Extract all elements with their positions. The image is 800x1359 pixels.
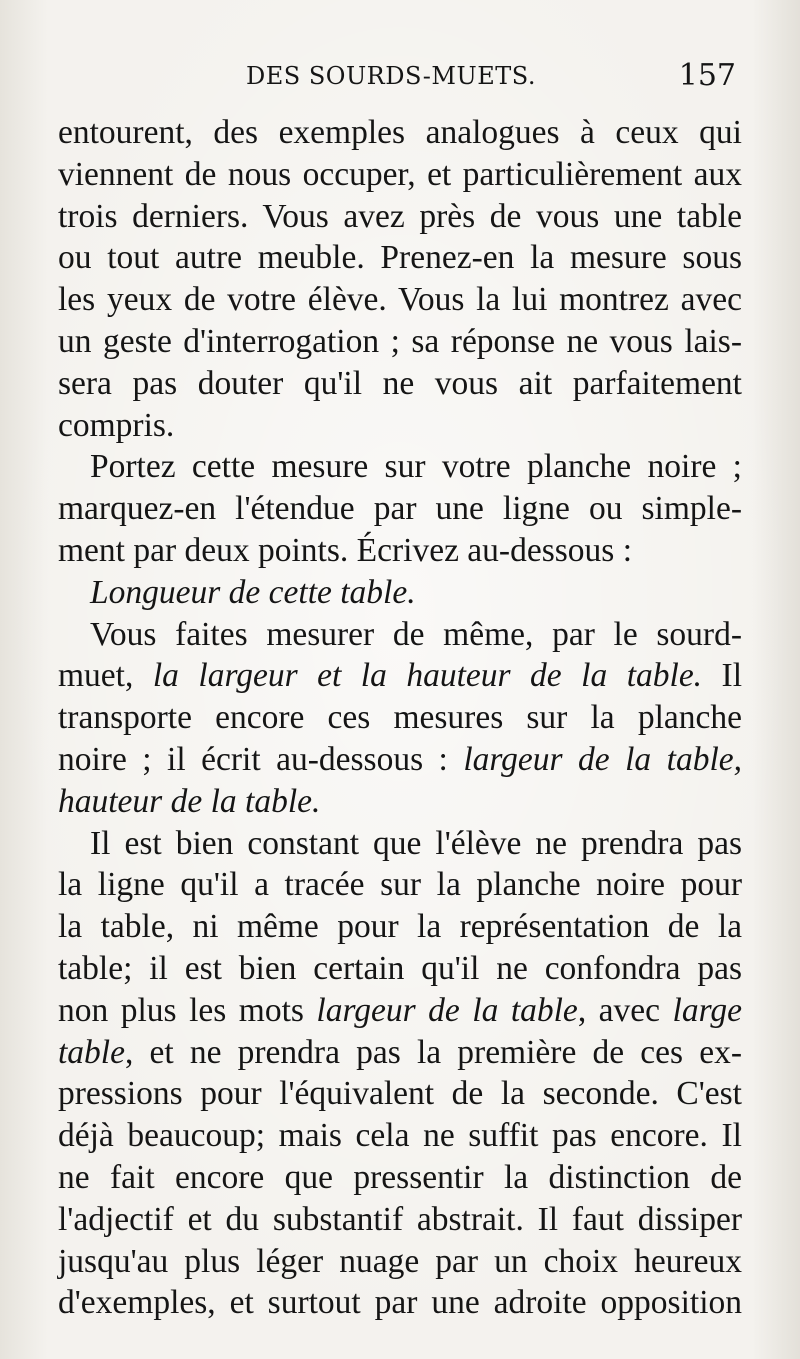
text-line: la ligne qu'il a tracée sur la planche noire pour [58,866,742,904]
text-line: ou tout autre meuble. Prenez-en la mesure sous [58,239,742,277]
italic-segment: large [672,991,743,1029]
text-line [58,990,742,1032]
text-line [58,739,742,781]
text-line: entourent, des exemples analogues à ceux qui [58,114,742,151]
italic-segment: table [58,1033,125,1071]
body-text [58,112,742,1324]
text-line: trois derniers. Vous avez près de vous une table [58,197,742,235]
text-line: viennent de nous occuper, et particulièrement aux [58,155,742,193]
example-line: hauteur de la table. [58,782,321,820]
text-line: table; il est bien certain qu'il ne confondra pas [58,949,742,987]
page-number: 157 [678,58,736,93]
text-segment: Il [702,657,743,695]
example-line: Longueur de cette table. [90,573,416,611]
text-segment: muet, [58,657,153,695]
text-line: ne fait encore que pressentir la distinction de [58,1158,742,1196]
text-line: transporte encore ces mesures sur la planche [58,699,742,737]
text-line: un geste d'interrogation ; sa réponse ne vous lais- [58,322,742,360]
text-segment: , avec [577,991,673,1029]
text-line: Vous faites mesurer de même, par le sourd- [90,615,742,653]
text-line: Il est bien constant que l'élève ne prendra pas [90,824,742,862]
text-line: Portez cette mesure sur votre planche noire ; [90,448,742,486]
text-segment: noire ; il écrit au-dessous : [58,740,464,778]
italic-segment: largeur de la table, [463,740,742,778]
text-line [58,1032,742,1074]
italic-segment: largeur de la table [316,991,578,1029]
running-title: DES SOURDS-MUETS. [246,62,536,90]
italic-segment: la largeur et la hauteur de la table. [152,657,703,695]
text-line: sera pas douter qu'il ne vous ait parfaitement [58,364,742,402]
text-line: pressions pour l'équivalent de la seconde. C'est [58,1075,742,1113]
text-line: d'exemples, et surtout par une adroite opposition [58,1284,742,1322]
text-line: jusqu'au plus léger nuage par un choix heureux [58,1242,742,1280]
text-line [58,655,742,697]
text-line: les yeux de votre élève. Vous la lui montrez avec [58,281,742,319]
text-line: la table, ni même pour la représentation de la [58,908,742,946]
text-line: l'adjectif et du substantif abstrait. Il faut dissiper [58,1200,742,1238]
page-header [0,58,800,102]
text-segment: , et ne prendra pas la première de ces ex- [124,1033,742,1071]
text-segment: non plus les mots [58,991,317,1029]
text-line: ment par deux points. Écrivez au-dessous : [58,531,632,569]
text-line: déjà beaucoup; mais cela ne suffit pas encore. Il [58,1117,742,1155]
text-line: marquez-en l'étendue par une ligne ou simple- [58,490,742,528]
text-line: compris. [58,406,175,444]
